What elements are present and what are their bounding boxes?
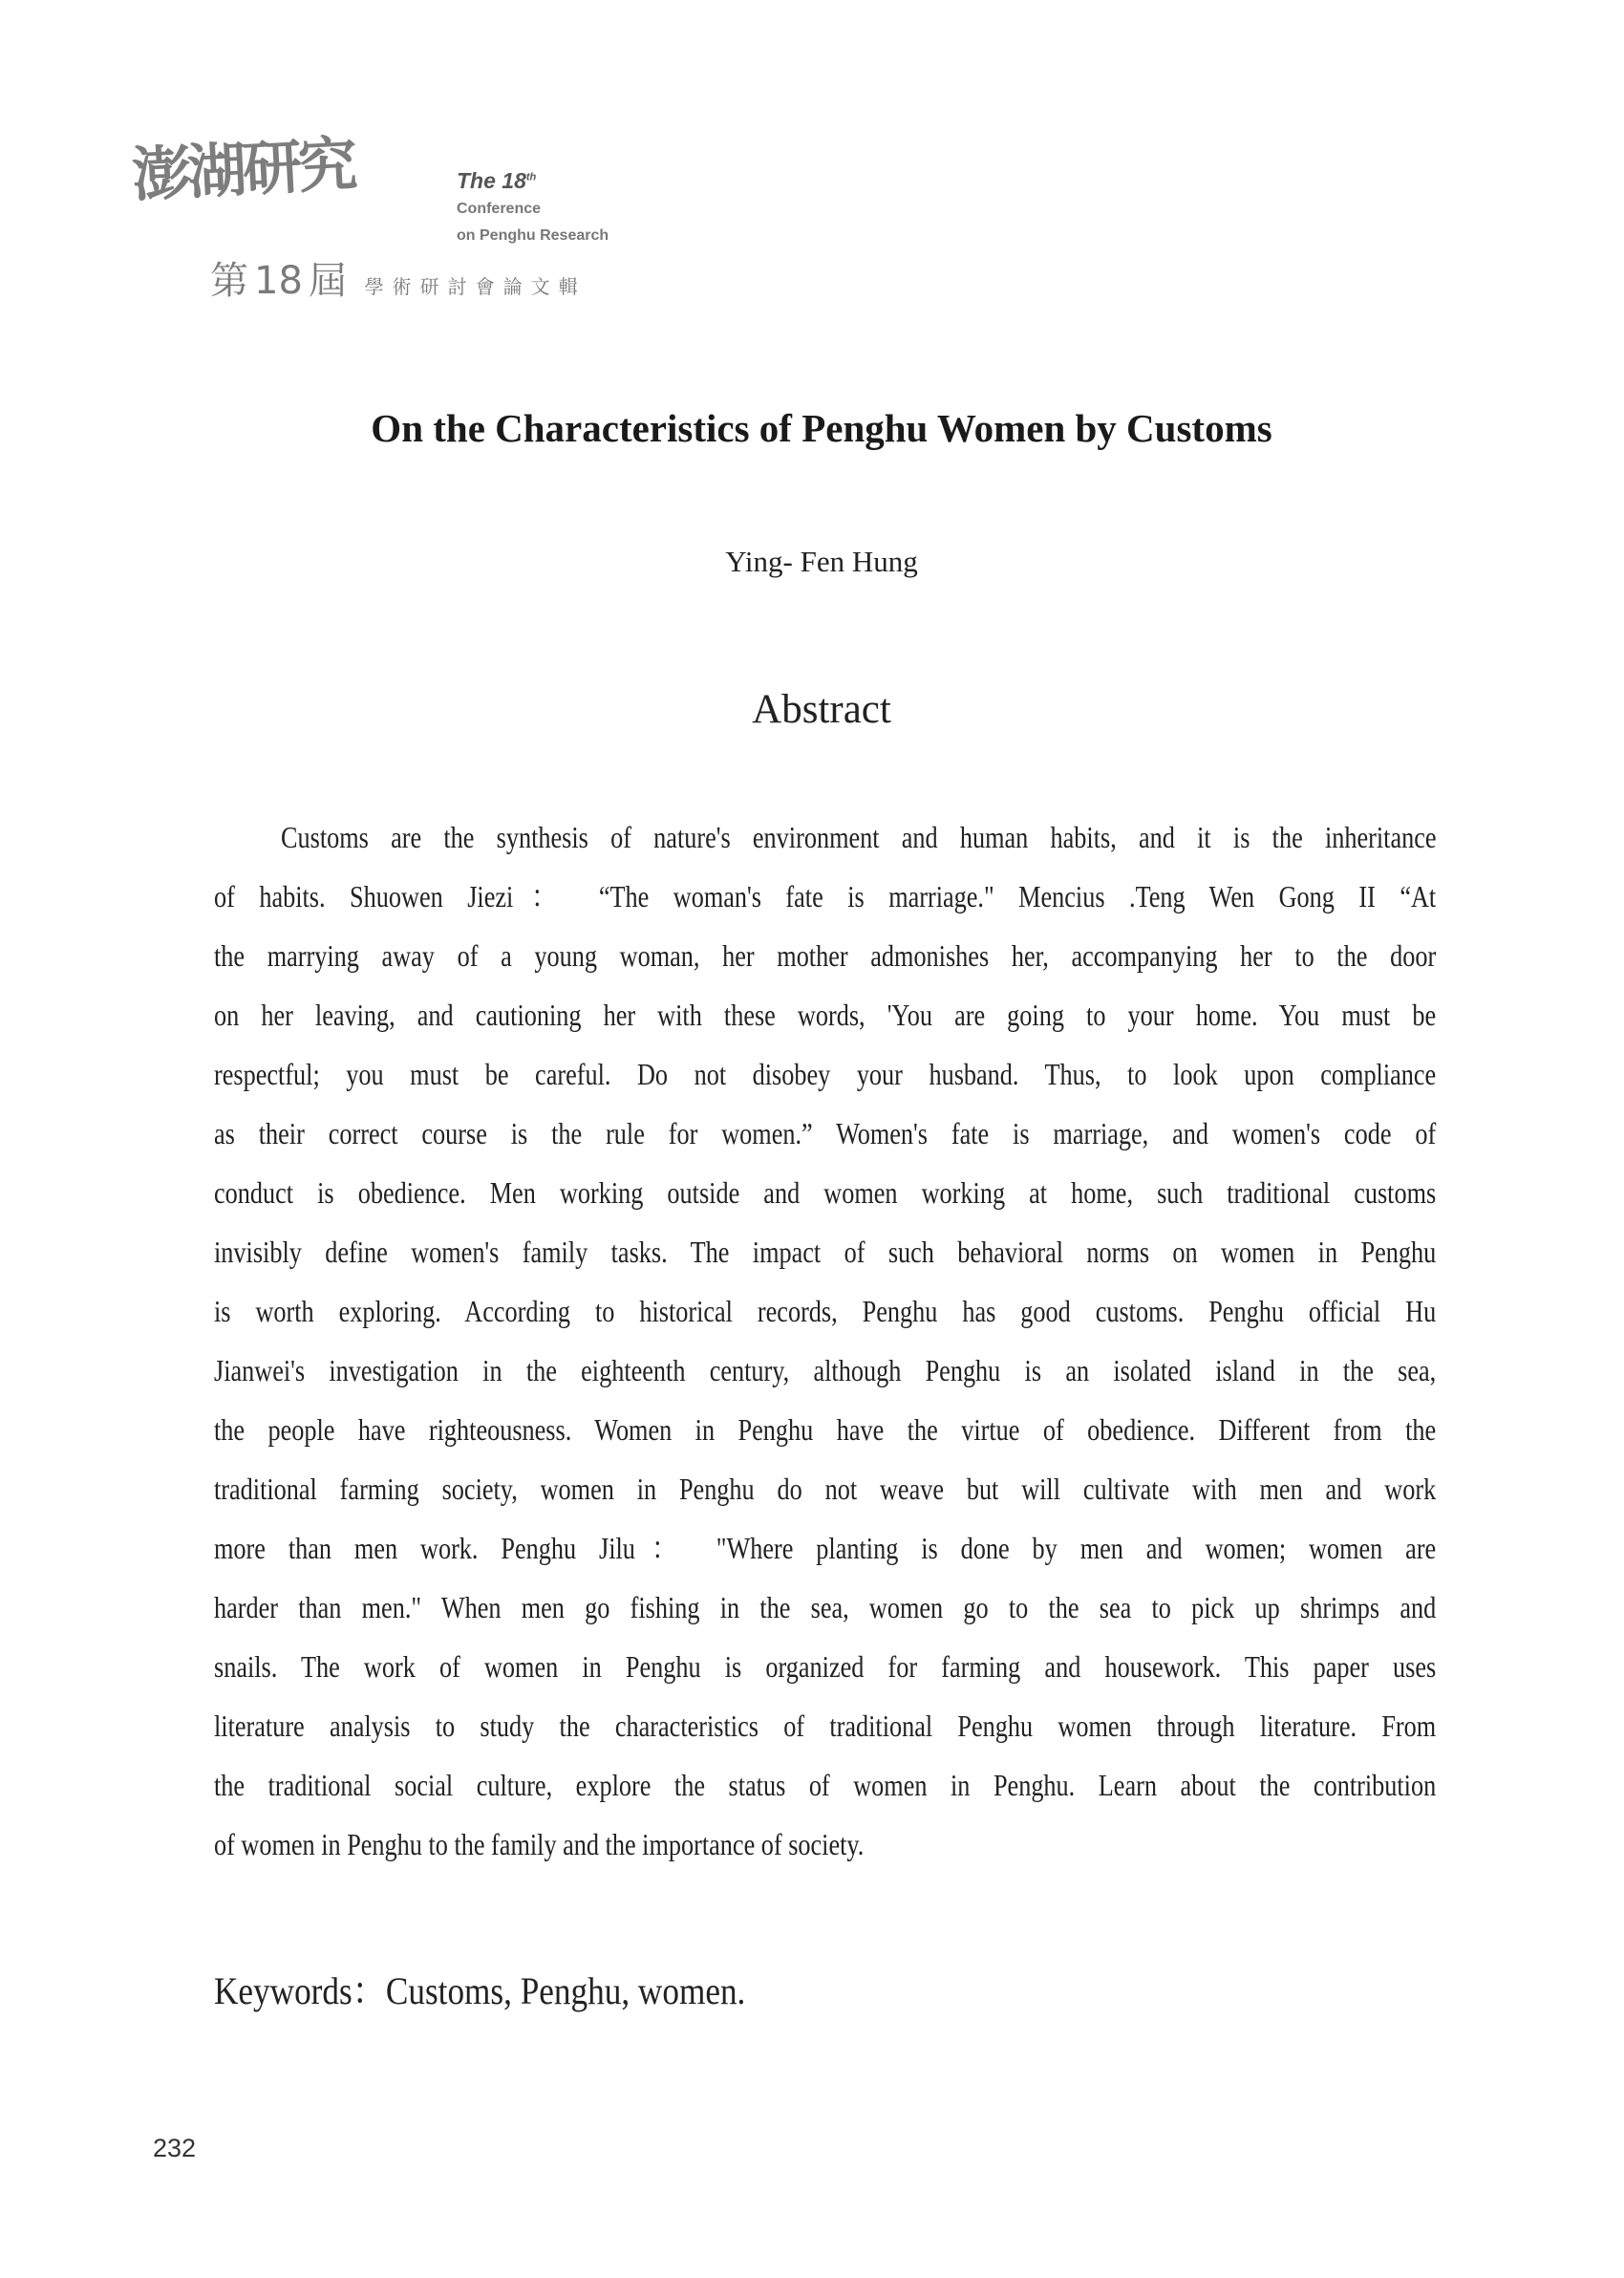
logo-edition-prefix: 第 <box>210 259 248 303</box>
logo-conference-text: Conference <box>457 201 542 217</box>
abstract-line: of women in Penghu to the family and the importance of society. <box>214 1827 865 1861</box>
page-number: 232 <box>153 2134 197 2162</box>
abstract-line: traditional farming society, women in Penghu do not weave but will cultivate with men and work <box>214 1472 1437 1506</box>
abstract-line: Customs are the synthesis of nature's environment and human habits, and it is the inheritance <box>281 820 1437 854</box>
abstract-line: literature analysis to study the characteristics of traditional Penghu women through literature. From <box>214 1708 1437 1743</box>
abstract-line: the marrying away of a young woman, her mother admonishes her, accompanying her to the door <box>214 938 1437 973</box>
abstract-line: respectful; you must be careful. Do not disobey your husband. Thus, to look upon compliance <box>214 1057 1437 1091</box>
abstract-line: snails. The work of women in Penghu is organized for farming and housework. This paper uses <box>214 1649 1437 1684</box>
logo-the-18: The 18 <box>457 168 526 193</box>
logo-calligraphy: 澎湖研究 <box>130 128 356 211</box>
abstract-line: is worth exploring. According to historical records, Penghu has good customs. Penghu official Hu <box>214 1294 1437 1328</box>
logo-edition <box>210 250 587 305</box>
abstract-line: as their correct course is the rule for women.” Women's fate is marriage, and women's code of <box>214 1116 1437 1150</box>
paper-title: On the Characteristics of Penghu Women by Customs <box>371 406 1272 450</box>
abstract-line: on her leaving, and cautioning her with these words, 'You are going to your home. You must be <box>214 998 1437 1032</box>
logo-edition-suffix: 屆 <box>308 259 347 303</box>
abstract-line: of habits. Shuowen Jiezi： “The woman's fate is marriage." Mencius .Teng Wen Gong II “At <box>214 879 1437 913</box>
abstract-line: Jianwei's investigation in the eighteenth century, although Penghu is an isolated island in the sea, <box>214 1353 1437 1387</box>
logo-sup: th <box>525 171 537 183</box>
logo-penghu-research: on Penghu Research <box>457 227 609 244</box>
abstract-line: harder than men." When men go fishing in the sea, women go to the sea to pick up shrimps and <box>214 1590 1437 1624</box>
abstract-line: invisibly define women's family tasks. The impact of such behavioral norms on women in Penghu <box>214 1235 1437 1269</box>
logo-conference-number <box>457 168 536 194</box>
abstract-line: conduct is obedience. Men working outside and women working at home, such traditional customs <box>214 1175 1437 1210</box>
logo-edition-number: 18 <box>254 259 303 303</box>
paper-author: Ying- Fen Hung <box>725 545 918 578</box>
abstract-line: the traditional social culture, explore the status of women in Penghu. Learn about the contribution <box>214 1768 1437 1802</box>
abstract-line: the people have righteousness. Women in Penghu have the virtue of obedience. Different from the <box>214 1412 1437 1447</box>
logo-proceedings: 學術研討會論文輯 <box>364 275 587 298</box>
keywords: Keywords：Customs, Penghu, women. <box>214 1969 746 2012</box>
abstract-heading: Abstract <box>752 687 891 732</box>
abstract-line: more than men work. Penghu Jilu： "Where planting is done by men and women; women are <box>214 1531 1437 1565</box>
